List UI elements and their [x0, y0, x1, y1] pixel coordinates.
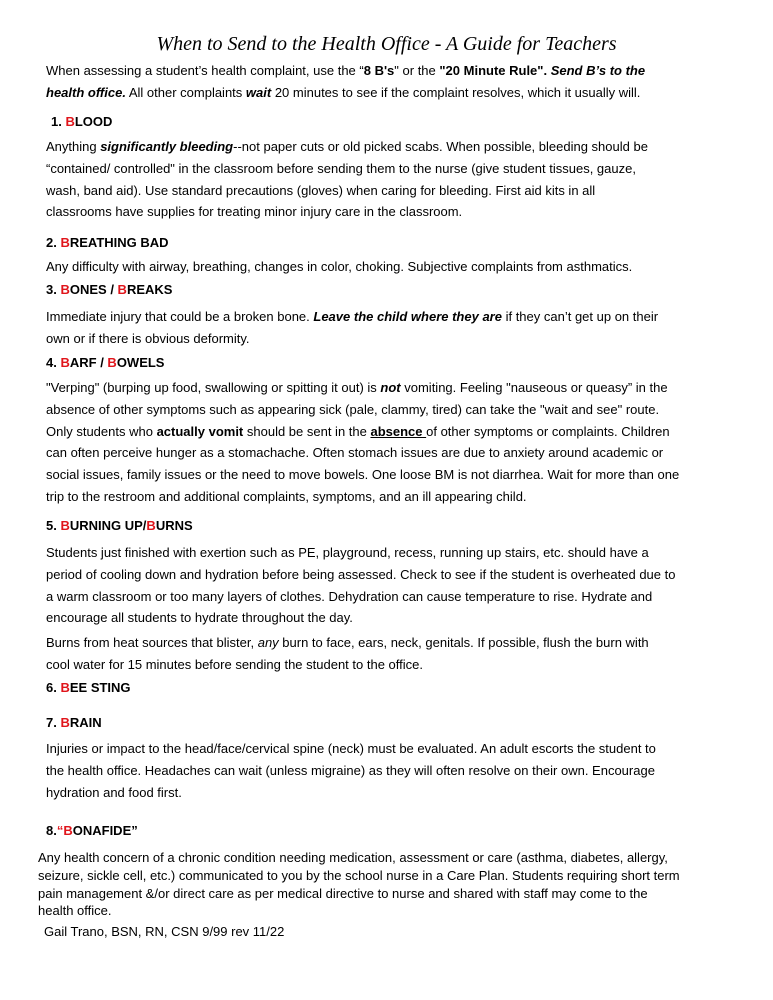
section-heading-burning: 5. BURNING UP/BURNS	[46, 518, 193, 533]
section-heading-bee-sting: 6. BEE STING	[46, 680, 131, 695]
section-body-blood: Anything significantly bleeding--not paper cuts or old picked scabs. When possible, bleeding should be “contained/ controlled" in the classroom before sending them to the nurse (give student tissues, gauze, wash, band aid). Use standard precautions (gloves) when caring for bleeding. First aid kits in all classrooms have supplies for treating minor injury care in the classroom.	[46, 139, 648, 220]
section-body-burning-p2: Burns from heat sources that blister, any burn to face, ears, neck, genitals. If possible, flush the burn with cool water for 15 minutes before sending the student to the office.	[46, 635, 649, 672]
section-heading-brain: 7. BRAIN	[46, 715, 102, 730]
page-title: When to Send to the Health Office - A Guide for Teachers	[156, 33, 617, 55]
intro-paragraph: When assessing a student’s health complaint, use the “8 B's" or the "20 Minute Rule". Send B’s to the health office. All other complaints wait 20 minutes to see if the complaint resolves, which it usually will.	[46, 63, 646, 100]
section-body-burning-p1: Students just finished with exertion such as PE, playground, recess, running up stairs, etc. should have a period of cooling down and hydration before being assessed. Check to see if the student is overheated due to a warm classroom or too many layers of clothes. Dehydration can cause temperature to rise. Hydrate and encourage all students to hydrate throughout the day.	[46, 545, 676, 626]
section-body-brain: Injuries or impact to the head/face/cervical spine (neck) must be evaluated. An adult escorts the student to the health office. Headaches can wait (unless migraine) as they will often resolve on their own. Encourage hydration and food first.	[46, 741, 656, 800]
section-heading-bonafide: 8.“BONAFIDE”	[46, 823, 138, 838]
author-footer: Gail Trano, BSN, RN, CSN 9/99 rev 11/22	[44, 924, 285, 939]
section-heading-bones: 3. BONES / BREAKS	[46, 282, 173, 297]
section-body-bones: Immediate injury that could be a broken bone. Leave the child where they are if they can’t get up on their own or if there is obvious deformity.	[46, 309, 659, 346]
section-heading-barf: 4. BARF / BOWELS	[46, 355, 165, 370]
section-body-barf: "Verping" (burping up food, swallowing or spitting it out) is not vomiting. Feeling "nauseous or queasy” in the absence of other symptoms such as appearing sick (pale, clammy, tired) can take the "wait and see" route. Only students who actually vomit should be sent in the absence of other symptoms or complaints. Children can often perceive hunger as a stomachache. Often stomach issues are due to anxiety around academic or social issues, family issues or the need to move bowels. One loose BM is not diarrhea. Wait for more than one trip to the restroom and additional complaints, symptoms, and an ill appearing child.	[46, 380, 680, 504]
section-heading-blood: 1. BLOOD	[51, 114, 113, 129]
section-body-bonafide: Any health concern of a chronic condition needing medication, assessment or care (asthma, diabetes, allergy, seizure, sickle cell, etc.) communicated to you by the school nurse in a Care Plan. Students requiring short term pain management &/or direct care as per medical directive to nurse and shared with staff may come to the health office.	[38, 850, 680, 919]
section-body-breathing: Any difficulty with airway, breathing, changes in color, choking. Subjective complaints from asthmatics.	[46, 259, 633, 274]
section-heading-breathing: 2. BREATHING BAD	[46, 235, 169, 250]
